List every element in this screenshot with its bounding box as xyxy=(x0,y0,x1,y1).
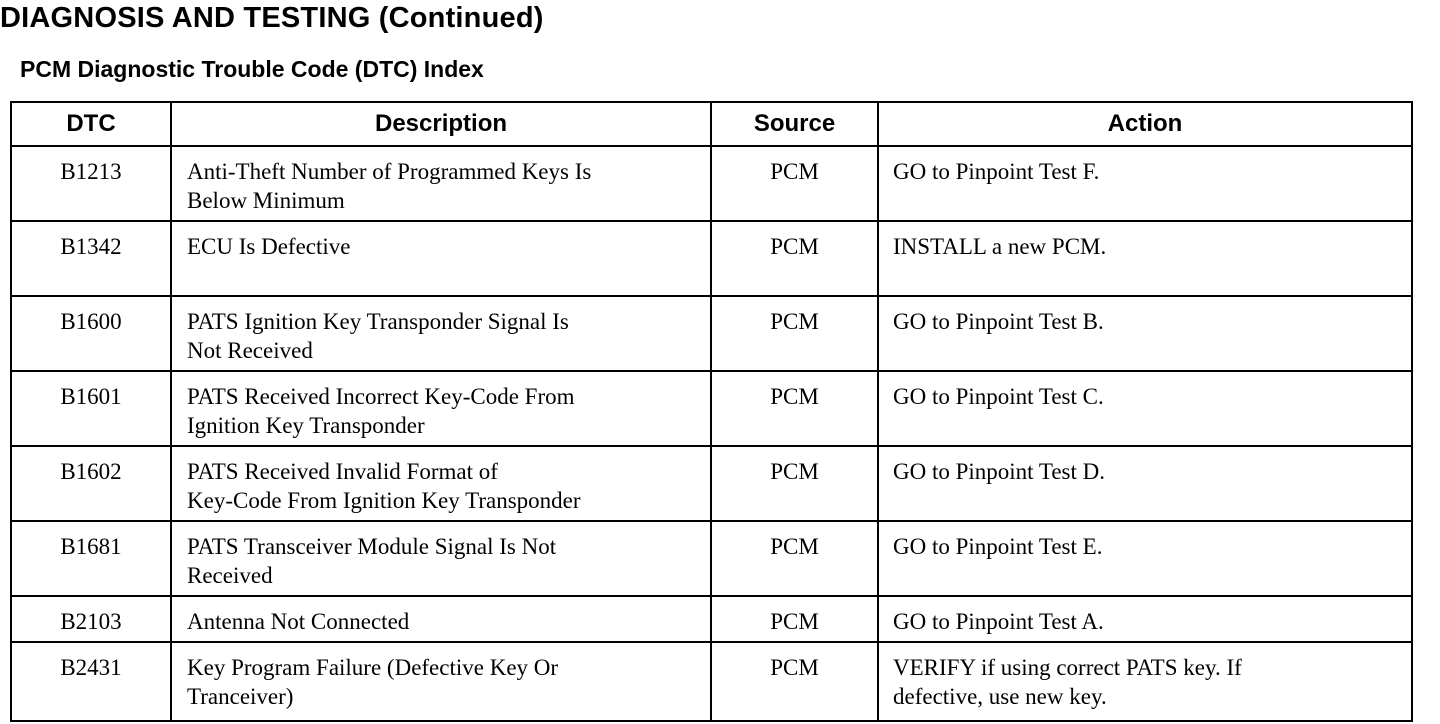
dtc-cell: B1600 xyxy=(11,296,171,371)
source-cell: PCM xyxy=(711,596,878,642)
header-dtc: DTC xyxy=(11,102,171,146)
dtc-cell: B1601 xyxy=(11,371,171,446)
action-cell: GO to Pinpoint Test F. xyxy=(878,146,1412,221)
table-row xyxy=(11,146,1412,221)
dtc-cell: B1342 xyxy=(11,221,171,296)
action-cell: GO to Pinpoint Test C. xyxy=(878,371,1412,446)
table-header-row xyxy=(11,102,1412,146)
description-cell: ECU Is Defective xyxy=(171,221,711,296)
description-cell: PATS Ignition Key Transponder Signal Is Not Received xyxy=(171,296,711,371)
table-row xyxy=(11,446,1412,521)
description-cell: PATS Transceiver Module Signal Is Not Received xyxy=(171,521,711,596)
action-cell: VERIFY if using correct PATS key. If defective, use new key. xyxy=(878,642,1412,721)
table-row xyxy=(11,642,1412,721)
dtc-cell: B1213 xyxy=(11,146,171,221)
header-action: Action xyxy=(878,102,1412,146)
action-cell: INSTALL a new PCM. xyxy=(878,221,1412,296)
section-title: PCM Diagnostic Trouble Code (DTC) Index xyxy=(20,56,484,82)
dtc-cell: B2103 xyxy=(11,596,171,642)
table-row xyxy=(11,596,1412,642)
dtc-cell: B2431 xyxy=(11,642,171,721)
table-row xyxy=(11,521,1412,596)
source-cell: PCM xyxy=(711,642,878,721)
dtc-cell: B1602 xyxy=(11,446,171,521)
table-row xyxy=(11,371,1412,446)
source-cell: PCM xyxy=(711,146,878,221)
source-cell: PCM xyxy=(711,221,878,296)
header-description: Description xyxy=(171,102,711,146)
source-cell: PCM xyxy=(711,371,878,446)
dtc-cell: B1681 xyxy=(11,521,171,596)
header-source: Source xyxy=(711,102,878,146)
source-cell: PCM xyxy=(711,296,878,371)
description-cell: PATS Received Incorrect Key-Code From Ignition Key Transponder xyxy=(171,371,711,446)
source-cell: PCM xyxy=(711,446,878,521)
action-cell: GO to Pinpoint Test A. xyxy=(878,596,1412,642)
description-cell: PATS Received Invalid Format of Key-Code From Ignition Key Transponder xyxy=(171,446,711,521)
action-cell: GO to Pinpoint Test B. xyxy=(878,296,1412,371)
description-cell: Antenna Not Connected xyxy=(171,596,711,642)
description-cell: Anti-Theft Number of Programmed Keys Is Below Minimum xyxy=(171,146,711,221)
dtc-index-table xyxy=(10,101,1413,722)
description-cell: Key Program Failure (Defective Key Or Tranceiver) xyxy=(171,642,711,721)
table-row xyxy=(11,296,1412,371)
page-title: DIAGNOSIS AND TESTING (Continued) xyxy=(0,2,544,34)
action-cell: GO to Pinpoint Test E. xyxy=(878,521,1412,596)
table-row xyxy=(11,221,1412,296)
action-cell: GO to Pinpoint Test D. xyxy=(878,446,1412,521)
source-cell: PCM xyxy=(711,521,878,596)
